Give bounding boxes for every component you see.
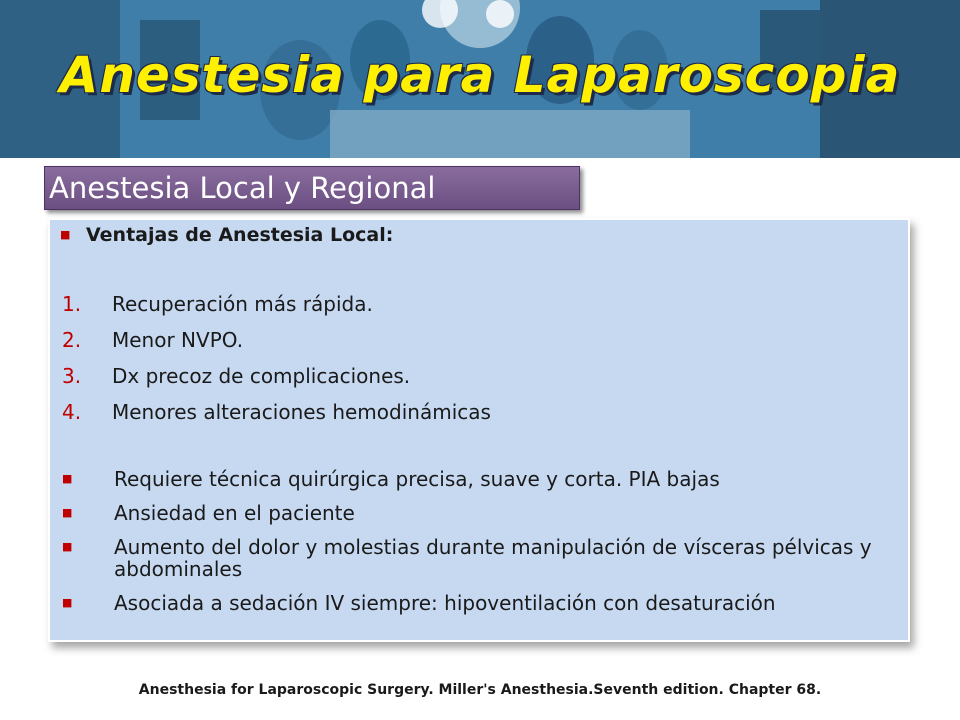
item-number: 1. [62,292,82,316]
list-item [60,468,900,490]
item-text: Menor NVPO. [112,328,244,352]
reference-citation: Anesthesia for Laparoscopic Surgery. Miller's Anesthesia.Seventh edition. Chapter 68. [138,682,822,698]
item-text: Menores alteraciones hemodinámicas [112,400,491,424]
list-item [60,536,900,580]
list-item [60,502,900,524]
square-bullet-icon: ■ [62,472,73,485]
item-text: Requiere técnica quirúrgica precisa, suave y corta. PIA bajas [114,467,720,491]
list-item [62,364,491,400]
advantages-heading [60,224,393,246]
item-text: Dx precoz de complicaciones. [112,364,411,388]
item-number: 3. [62,364,82,388]
list-item [62,292,491,328]
square-bullet-icon: ■ [60,228,71,241]
section-header [44,166,580,210]
square-bullet-icon: ■ [62,506,73,519]
advantages-list [62,292,491,436]
item-text: Recuperación más rápida. [112,292,373,316]
item-number: 4. [62,400,82,424]
square-bullet-icon: ■ [62,540,73,553]
considerations-list [60,468,900,626]
item-text: Ansiedad en el paciente [114,501,355,525]
item-text: Aumento del dolor y molestias durante manipulación de vísceras pélvicas y abdominales [114,535,872,581]
header-banner [0,0,960,158]
item-number: 2. [62,328,82,352]
list-item [62,328,491,364]
item-text: Asociada a sedación IV siempre: hipoventilación con desaturación [114,591,776,615]
section-title: Anestesia Local y Regional [49,171,436,205]
list-item [62,400,491,436]
list-item [60,592,900,614]
advantages-heading-text: Ventajas de Anestesia Local: [86,224,394,246]
square-bullet-icon: ■ [62,596,73,609]
slide-title: Anestesia para Laparoscopia [59,46,901,104]
content-panel [48,218,910,642]
